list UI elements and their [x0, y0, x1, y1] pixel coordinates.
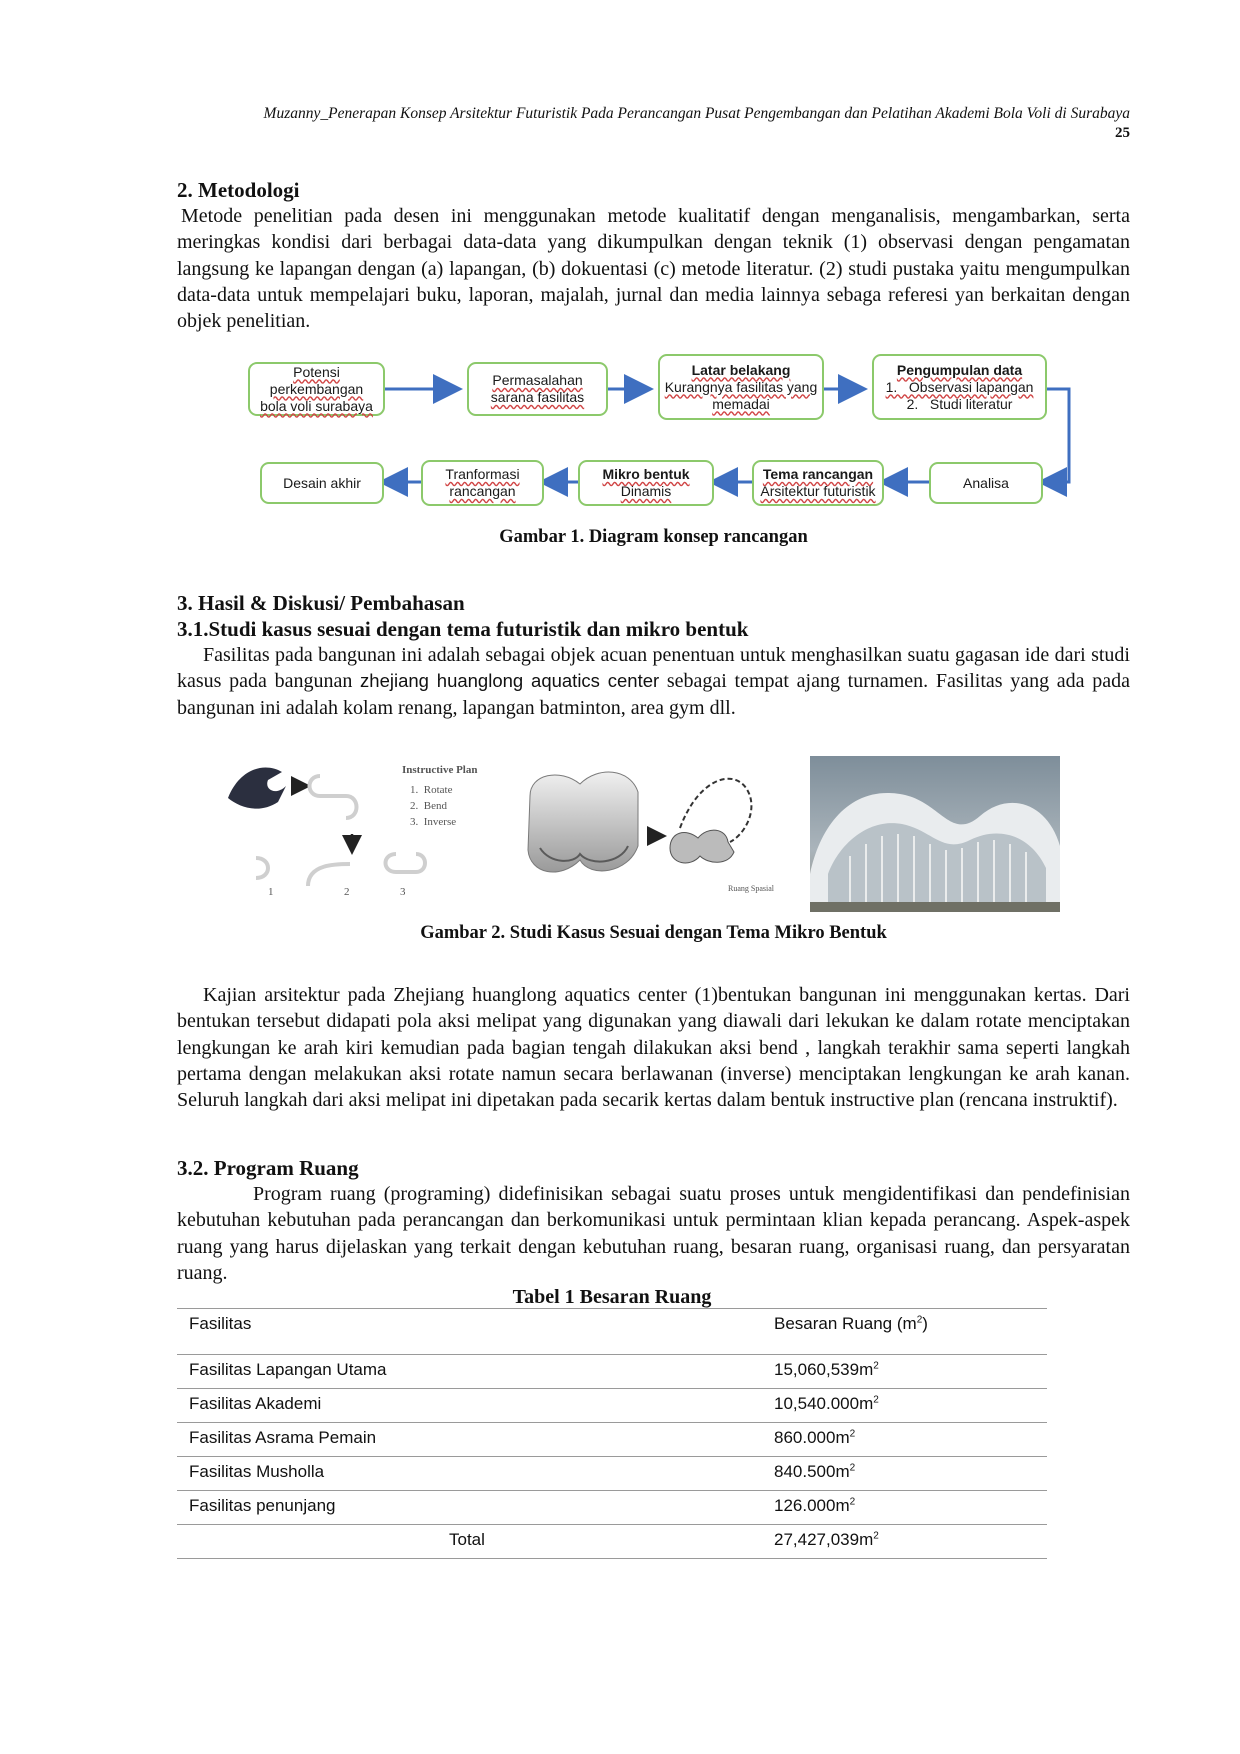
table-row	[177, 1457, 1047, 1491]
page-number: 25	[1115, 125, 1130, 141]
figure-2	[220, 756, 1100, 922]
flow-box-permasalahan-line1: Permasalahan	[492, 372, 583, 388]
building-silhouette	[228, 768, 286, 809]
row-value-text: 860.000m	[774, 1428, 850, 1447]
total-value-text: 27,427,039m	[774, 1530, 874, 1549]
row-value-sup: 2	[849, 1462, 856, 1474]
header-besaran	[774, 1314, 928, 1334]
section-3-1-text-a: Fasilitas pada bangunan ini adalah sebagai objek acuan penentuan untuk menghasilkan suatu gagasan ide dari studi kasus pada bangunan	[177, 644, 1130, 693]
figure-2-caption: Gambar 2. Studi Kasus Sesuai dengan Tema Mikro Bentuk	[420, 923, 887, 943]
row-name: Fasilitas Akademi	[189, 1394, 322, 1413]
plan-number-2: 2	[344, 886, 350, 898]
row-name: Fasilitas Asrama Pemain	[189, 1428, 377, 1447]
section-3-1-text-b: sebagai tempat ajang turnamen. Fasilitas yang ada pada bangunan ini adalah kolam renang, lapangan batminton, area gym dll.	[177, 670, 1131, 719]
flow-box-pengumpulan-line1: 1. Observasi lapangan	[885, 378, 1034, 395]
header-fasilitas: Fasilitas	[189, 1314, 252, 1333]
flow-box-tranformasi	[421, 460, 544, 506]
header-besaran-close: )	[922, 1314, 928, 1333]
flow-box-tema-title: Tema rancangan	[762, 466, 874, 482]
row-value	[774, 1462, 855, 1482]
flow-box-pengumpulan-data	[872, 354, 1047, 420]
header-besaran-text: Besaran Ruang (m	[774, 1314, 917, 1333]
plan-step-3: 3. Inverse	[410, 816, 457, 828]
flow-box-tranformasi-line1: Tranformasi	[445, 466, 520, 482]
plan-title: Instructive Plan	[402, 764, 478, 776]
analysis-paragraph: Kajian arsitektur pada Zhejiang huanglong aquatics center (1)bentukan bangunan ini menggunakan kertas. Dari bentukan tersebut didapati pola aksi melipat yang digunakan yang diawali dari lekukan ke dalam rotate menciptakan lengkungan ke arah kiri kemudian pada bagian tengah dilakukan aksi bend , langkah terakhir sama seperti langkah pertama dengan melakukan aksi rotate namun secara berlawanan (inverse) menciptakan lengkungan ke arah kanan. Seluruh langkah dari aksi melipat ini dipetakan pada secarik kertas dalam bentuk instructive plan (rencana instruktif).	[177, 984, 1130, 1112]
row-value-sup: 2	[849, 1428, 856, 1440]
row-name: Fasilitas penunjang	[189, 1496, 336, 1515]
concept-flow-diagram	[240, 352, 1080, 520]
section-3-2-paragraph: Program ruang (programing) didefinisikan sebagai suatu proses untuk mengidentifikasi dan pendefinisian kebutuhan kebutuhan pada perancangan dan berkomunikasi untuk permintaan klian kepada perancang. Aspek-aspek ruang yang harus dijelaskan yang terkait dengan kebutuhan ruang, besaran ruang, organisasi ruang, dan persyaratan ruang.	[177, 1183, 1130, 1284]
flow-box-potensi	[248, 362, 385, 416]
flow-box-permasalahan-line2: sarana fasilitas	[490, 389, 585, 405]
fold-shape-2	[308, 864, 350, 886]
section-2-heading: 2. Metodologi	[177, 178, 300, 202]
building-photo-drawing	[810, 756, 1060, 912]
total-label: Total	[449, 1530, 485, 1549]
section-3-1-heading: 3.1.Studi kasus sesuai dengan tema futuristik dan mikro bentuk	[177, 617, 749, 641]
section-3-1-paragraph	[177, 642, 1130, 721]
flow-box-analisa-line1: Analisa	[963, 474, 1009, 491]
flow-box-mikro-bentuk	[578, 460, 714, 506]
flow-box-analisa	[929, 462, 1043, 504]
flow-box-tema-rancangan	[752, 460, 884, 506]
flow-box-potensi-line2: bola voli surabaya	[260, 397, 373, 414]
building-photo	[810, 756, 1060, 912]
row-value	[774, 1394, 879, 1414]
header-besaran-sup: 2	[916, 1314, 923, 1326]
fold-shape-1	[256, 858, 268, 878]
table-row	[177, 1423, 1047, 1457]
row-value	[774, 1360, 879, 1380]
row-value-text: 126.000m	[774, 1496, 850, 1515]
plan-step-1: 1. Rotate	[410, 784, 453, 796]
space-table	[177, 1308, 1047, 1559]
row-value-sup: 2	[873, 1360, 879, 1372]
flow-box-mikro-title: Mikro bentuk	[602, 466, 690, 482]
table-title: Tabel 1 Besaran Ruang	[512, 1286, 712, 1308]
flow-box-tranformasi-line2: rancangan	[449, 483, 516, 499]
row-value	[774, 1496, 855, 1516]
row-name: Fasilitas Musholla	[189, 1462, 325, 1481]
row-value-text: 840.500m	[774, 1462, 850, 1481]
table-header-row	[177, 1309, 1047, 1355]
flow-box-latar-belakang	[658, 354, 824, 420]
flow-box-latar-line1: Kurangnya fasilitas yang	[664, 378, 818, 395]
flow-box-permasalahan	[467, 362, 608, 416]
flow-box-pengumpulan-title: Pengumpulan data	[896, 361, 1023, 378]
table-row	[177, 1389, 1047, 1423]
total-value-sup: 2	[873, 1530, 879, 1542]
flow-box-mikro-line1: Dinamis	[620, 483, 672, 499]
model-section	[670, 830, 734, 863]
plan-number-1: 1	[268, 886, 274, 898]
flow-box-desain-line1	[283, 475, 361, 492]
section-2-paragraph: Metode penelitian pada desen ini menggunakan metode kualitatif dengan menganalisis, mengambarkan, serta meringkas kondisi dari berbagai data-data yang dikumpulkan dengan teknik (1) observasi dengan pengamatan langsung ke lapangan dengan (a) lapangan, (b) dokuentasi (c) metode literatur. (2) studi pustaka yaitu mengumpulkan data-data untuk mempelajari buku, laporan, majalah, jurnal dan media lainnya sebaga referesi yan berkaitan dengan objek penelitian.	[177, 205, 1130, 333]
total-value	[774, 1530, 879, 1550]
building-name: zhejiang huanglong aquatics center	[360, 670, 660, 692]
row-value-text: 10,540.000m	[774, 1394, 874, 1413]
row-name: Fasilitas Lapangan Utama	[189, 1360, 387, 1379]
model-label: Ruang Spasial	[728, 884, 774, 893]
flow-box-tema-line1: Arsitektur futuristik	[760, 483, 876, 499]
flow-box-latar-line2: memadai	[712, 395, 770, 412]
section-3-2-heading: 3.2. Program Ruang	[177, 1156, 359, 1180]
row-value-text: 15,060,539m	[774, 1360, 874, 1379]
row-value-sup: 2	[849, 1496, 856, 1508]
flow-box-latar-title: Latar belakang	[691, 361, 791, 378]
flow-box-desain-text: Desain akhir	[283, 474, 361, 491]
figure-1-caption: Gambar 1. Diagram konsep rancangan	[499, 527, 808, 547]
row-value-sup: 2	[873, 1394, 879, 1406]
row-value	[774, 1428, 855, 1448]
flow-box-pengumpulan-line2: 2. Studi literatur	[906, 395, 1013, 412]
table-total-row	[177, 1525, 1047, 1559]
section-3-heading: 3. Hasil & Diskusi/ Pembahasan	[177, 591, 465, 615]
plan-step-2: 2. Bend	[410, 800, 447, 812]
fold-shape-main	[310, 776, 357, 818]
plan-number-3: 3	[400, 886, 406, 898]
fold-shape-3	[386, 854, 426, 872]
running-title: Muzanny_Penerapan Konsep Arsitektur Futuristik Pada Perancangan Pusat Pengembangan dan Pelatihan Akademi Bola Voli di Surabaya	[263, 105, 1130, 122]
flow-box-potensi-line1: Potensi perkembangan	[269, 363, 364, 397]
table-row	[177, 1491, 1047, 1525]
table-row	[177, 1355, 1047, 1389]
flow-box-desain-akhir	[260, 462, 384, 504]
